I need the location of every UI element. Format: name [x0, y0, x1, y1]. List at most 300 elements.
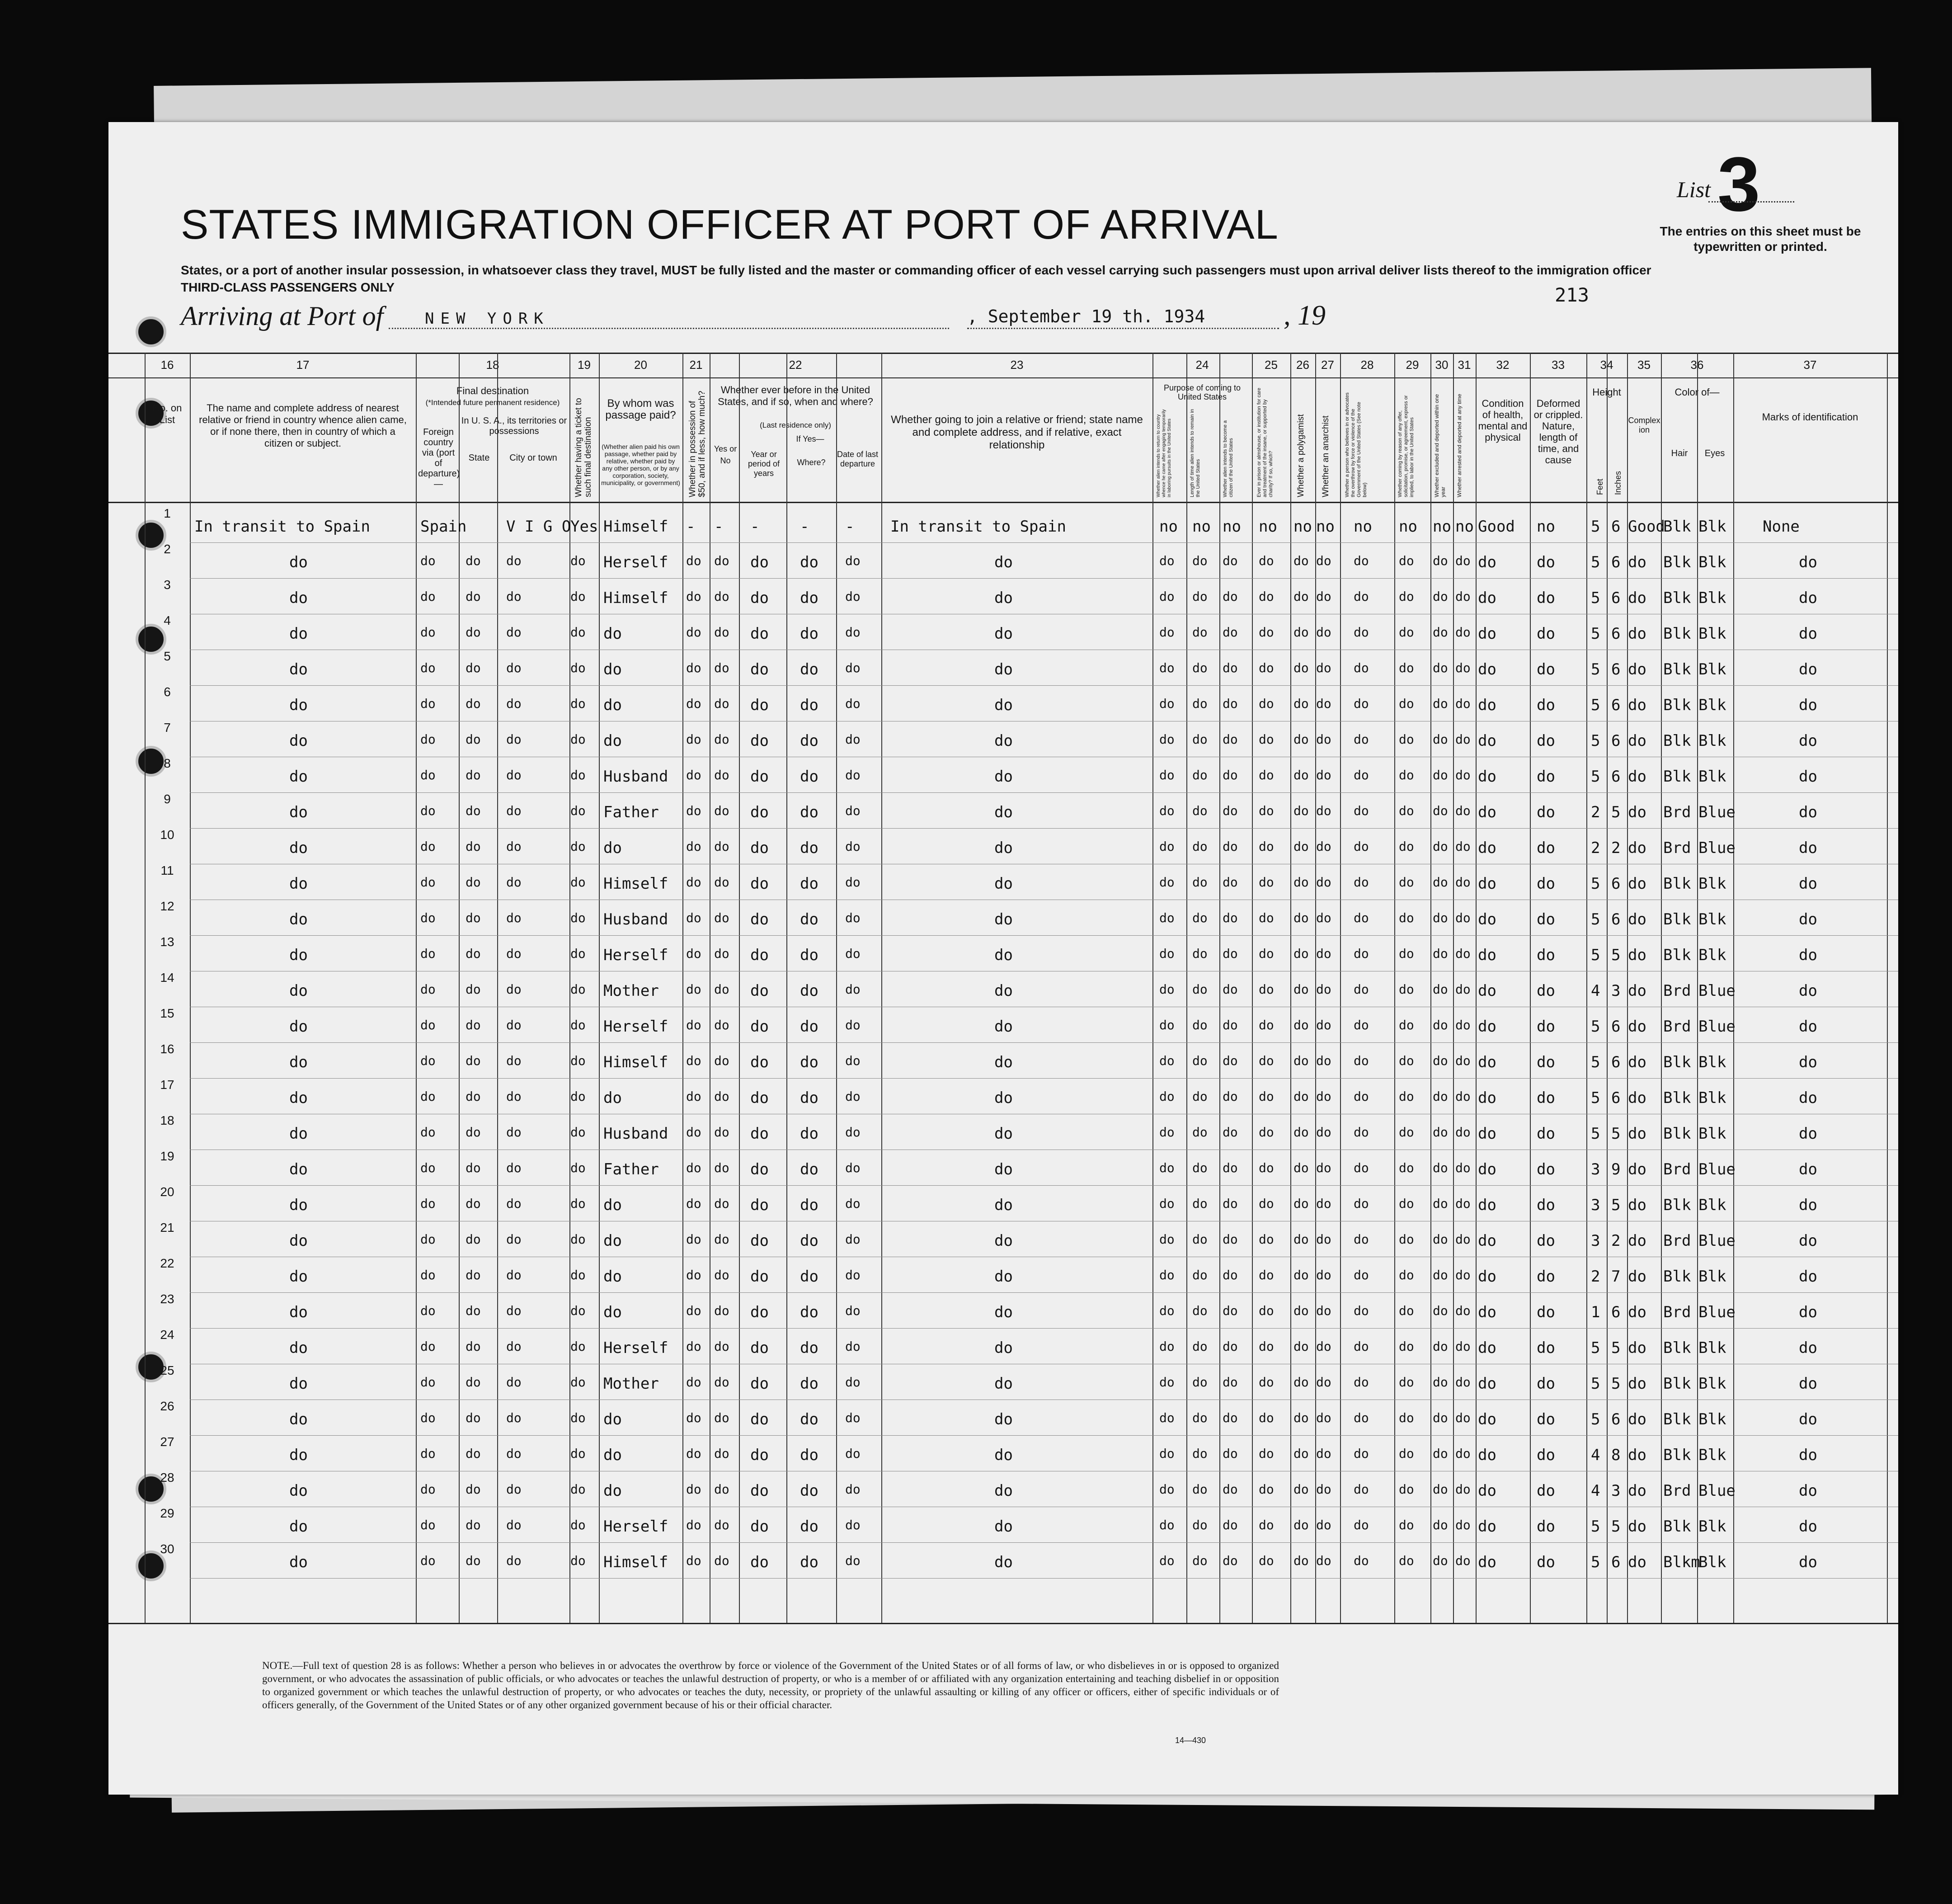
- city-cell: do: [506, 1018, 522, 1032]
- row-number: 21: [160, 1221, 174, 1235]
- deported-cell: do: [1455, 1160, 1471, 1175]
- length-stay-cell: do: [1192, 660, 1208, 675]
- passage-paid-cell: Herself: [603, 1018, 668, 1036]
- health-cell: do: [1478, 803, 1496, 821]
- column-rule: [145, 353, 146, 1623]
- departure-date-cell: do: [845, 768, 861, 782]
- length-stay-cell: no: [1192, 518, 1211, 536]
- table-rule: [108, 377, 1898, 378]
- inches-cell: 3: [1611, 1482, 1621, 1500]
- return-intent-cell: do: [1159, 1482, 1175, 1497]
- labor-offer-cell: do: [1399, 946, 1414, 961]
- years-cell: do: [750, 660, 769, 679]
- marks-cell: do: [1799, 910, 1817, 928]
- labor-offer-cell: do: [1399, 768, 1414, 782]
- labor-offer-cell: do: [1399, 1268, 1414, 1282]
- table-rule: [108, 353, 1898, 354]
- feet-cell: 5: [1591, 518, 1600, 536]
- polygamist-cell: no: [1293, 518, 1312, 536]
- ticket-cell: do: [570, 946, 586, 961]
- city-cell: do: [506, 625, 522, 640]
- column-rule: [786, 353, 787, 1623]
- ever-before-cell: do: [714, 589, 729, 604]
- city-cell: do: [506, 1446, 522, 1461]
- anarchist-cell: do: [1316, 1125, 1331, 1140]
- table-row: [190, 1185, 1898, 1186]
- departure-date-cell: do: [845, 589, 861, 604]
- ever-before-cell: do: [714, 1196, 729, 1211]
- anarchist-cell: do: [1316, 982, 1331, 997]
- prison-cell: do: [1259, 553, 1274, 568]
- length-stay-cell: do: [1192, 1160, 1208, 1175]
- length-stay-cell: do: [1192, 1375, 1208, 1390]
- state-cell: do: [466, 625, 481, 640]
- hair-cell: Brd: [1663, 803, 1691, 821]
- column-number: 29: [1406, 358, 1419, 372]
- length-stay-cell: do: [1192, 1018, 1208, 1032]
- prison-cell: do: [1259, 696, 1274, 711]
- excluded-cell: do: [1433, 625, 1448, 640]
- hair-cell: Blk: [1663, 1268, 1691, 1286]
- excluded-cell: do: [1433, 1018, 1448, 1032]
- fifty-dollars-cell: do: [686, 1196, 701, 1211]
- excluded-cell: do: [1433, 1196, 1448, 1211]
- return-intent-cell: do: [1159, 910, 1175, 925]
- inches-cell: 6: [1611, 768, 1621, 786]
- excluded-cell: do: [1433, 1339, 1448, 1354]
- joining-cell: do: [994, 982, 1013, 1000]
- deported-cell: do: [1455, 803, 1471, 818]
- where-cell: do: [800, 1196, 818, 1214]
- foreign-country-cell: do: [420, 696, 436, 711]
- deformed-cell: do: [1537, 1160, 1555, 1178]
- excluded-cell: do: [1433, 839, 1448, 854]
- health-cell: do: [1478, 768, 1496, 786]
- fifty-dollars-cell: do: [686, 910, 701, 925]
- joining-cell: do: [994, 768, 1013, 786]
- state-cell: do: [466, 1160, 481, 1175]
- prison-cell: do: [1259, 1053, 1274, 1068]
- city-cell: do: [506, 696, 522, 711]
- city-cell: do: [506, 1089, 522, 1104]
- health-cell: do: [1478, 839, 1496, 857]
- prison-cell: do: [1259, 1089, 1274, 1104]
- ticket-cell: do: [570, 1232, 586, 1247]
- foreign-country-cell: do: [420, 1553, 436, 1568]
- fifty-dollars-cell: do: [686, 1375, 701, 1390]
- excluded-cell: do: [1433, 1089, 1448, 1104]
- where-cell: do: [800, 1553, 818, 1571]
- feet-cell: 5: [1591, 1339, 1600, 1357]
- relative-cell: do: [289, 946, 308, 964]
- table-rule: [108, 502, 1898, 503]
- city-cell: do: [506, 875, 522, 890]
- marks-cell: do: [1799, 982, 1817, 1000]
- overthrow-cell: do: [1354, 1518, 1369, 1532]
- anarchist-cell: do: [1316, 946, 1331, 961]
- excluded-cell: no: [1433, 518, 1451, 536]
- header-foreign-country: Foreign country via (port of departure)—: [418, 427, 460, 489]
- labor-offer-cell: do: [1399, 1518, 1414, 1532]
- overthrow-cell: do: [1354, 1553, 1369, 1568]
- labor-offer-cell: do: [1399, 625, 1414, 640]
- row-number: 26: [160, 1399, 174, 1413]
- overthrow-cell: do: [1354, 1160, 1369, 1175]
- header-final-destination: Final destination: [456, 385, 529, 396]
- return-intent-cell: do: [1159, 589, 1175, 604]
- health-cell: Good: [1478, 518, 1515, 536]
- marks-cell: do: [1799, 1482, 1817, 1500]
- fifty-dollars-cell: do: [686, 1303, 701, 1318]
- departure-date-cell: do: [845, 1125, 861, 1140]
- feet-cell: 5: [1591, 1125, 1600, 1143]
- overthrow-cell: do: [1354, 625, 1369, 640]
- column-number: 21: [689, 358, 703, 372]
- departure-date-cell: do: [845, 1482, 861, 1497]
- marks-cell: do: [1799, 1303, 1817, 1321]
- prison-cell: do: [1259, 1303, 1274, 1318]
- years-cell: do: [750, 1268, 769, 1286]
- ever-before-cell: do: [714, 982, 729, 997]
- ticket-cell: do: [570, 1196, 586, 1211]
- polygamist-cell: do: [1293, 875, 1309, 890]
- deported-cell: do: [1455, 982, 1471, 997]
- deformed-cell: do: [1537, 946, 1555, 964]
- health-cell: do: [1478, 982, 1496, 1000]
- ticket-cell: do: [570, 1518, 586, 1532]
- where-cell: do: [800, 660, 818, 679]
- labor-offer-cell: do: [1399, 1089, 1414, 1104]
- state-cell: do: [466, 910, 481, 925]
- complexion-cell: do: [1628, 553, 1646, 571]
- return-intent-cell: do: [1159, 1089, 1175, 1104]
- excluded-cell: do: [1433, 1160, 1448, 1175]
- deported-cell: do: [1455, 1518, 1471, 1532]
- marks-cell: do: [1799, 946, 1817, 964]
- excluded-cell: do: [1433, 946, 1448, 961]
- header-return-intent: Whether alien intends to return to country whence he came after engaging temporarily in laboring pursuits in the United States: [1156, 409, 1172, 497]
- length-stay-cell: do: [1192, 1053, 1208, 1068]
- city-cell: do: [506, 1339, 522, 1354]
- hair-cell: Blk: [1663, 589, 1691, 607]
- polygamist-cell: do: [1293, 768, 1309, 782]
- list-underline: [1708, 201, 1794, 203]
- complexion-cell: do: [1628, 1553, 1646, 1571]
- health-cell: do: [1478, 1053, 1496, 1071]
- row-number: 22: [160, 1256, 174, 1270]
- deformed-cell: do: [1537, 768, 1555, 786]
- complexion-cell: do: [1628, 982, 1646, 1000]
- prison-cell: do: [1259, 1018, 1274, 1032]
- departure-date-cell: do: [845, 875, 861, 890]
- feet-cell: 5: [1591, 1089, 1600, 1107]
- fifty-dollars-cell: do: [686, 839, 701, 854]
- health-cell: do: [1478, 1518, 1496, 1536]
- foreign-country-cell: do: [420, 1339, 436, 1354]
- eyes-cell: Blk: [1698, 1089, 1726, 1107]
- ever-before-cell: do: [714, 1018, 729, 1032]
- overthrow-cell: do: [1354, 875, 1369, 890]
- eyes-cell: Blue: [1698, 982, 1736, 1000]
- length-stay-cell: do: [1192, 553, 1208, 568]
- fifty-dollars-cell: do: [686, 589, 701, 604]
- table-row: [190, 542, 1898, 543]
- row-number: 14: [160, 971, 174, 985]
- labor-offer-cell: do: [1399, 589, 1414, 604]
- city-cell: do: [506, 1303, 522, 1318]
- departure-date-cell: do: [845, 1160, 861, 1175]
- deformed-cell: do: [1537, 589, 1555, 607]
- inches-cell: 6: [1611, 1053, 1621, 1071]
- header-eyes: Eyes: [1704, 448, 1725, 458]
- hair-cell: Brd: [1663, 839, 1691, 857]
- passage-paid-cell: do: [603, 839, 622, 857]
- overthrow-cell: do: [1354, 732, 1369, 747]
- inches-cell: 6: [1611, 1303, 1621, 1321]
- health-cell: do: [1478, 1196, 1496, 1214]
- header-in-usa: In U. S. A., its territories or possessions: [461, 416, 567, 436]
- feet-cell: 5: [1591, 1410, 1600, 1428]
- fifty-dollars-cell: -: [686, 518, 696, 536]
- return-intent-cell: do: [1159, 1196, 1175, 1211]
- state-cell: do: [466, 1303, 481, 1318]
- column-rule: [459, 353, 460, 1623]
- years-cell: do: [750, 1553, 769, 1571]
- passage-paid-cell: Herself: [603, 946, 668, 964]
- return-intent-cell: do: [1159, 732, 1175, 747]
- feet-cell: 5: [1591, 910, 1600, 928]
- feet-cell: 5: [1591, 553, 1600, 571]
- header-state: State: [468, 453, 490, 463]
- years-cell: do: [750, 875, 769, 893]
- feet-cell: 5: [1591, 1053, 1600, 1071]
- departure-date-cell: do: [845, 1339, 861, 1354]
- ticket-cell: do: [570, 875, 586, 890]
- anarchist-cell: do: [1316, 1053, 1331, 1068]
- ticket-cell: do: [570, 982, 586, 997]
- overthrow-cell: do: [1354, 1268, 1369, 1282]
- column-number: 16: [160, 358, 174, 372]
- fifty-dollars-cell: do: [686, 803, 701, 818]
- joining-cell: do: [994, 1125, 1013, 1143]
- marks-cell: do: [1799, 696, 1817, 714]
- citizen-intent-cell: do: [1223, 1018, 1238, 1032]
- polygamist-cell: do: [1293, 732, 1309, 747]
- feet-cell: 5: [1591, 625, 1600, 643]
- length-stay-cell: do: [1192, 1268, 1208, 1282]
- ticket-cell: do: [570, 1446, 586, 1461]
- deported-cell: do: [1455, 1196, 1471, 1211]
- departure-date-cell: do: [845, 1303, 861, 1318]
- joining-cell: do: [994, 1410, 1013, 1428]
- excluded-cell: do: [1433, 1410, 1448, 1425]
- column-rule: [1453, 353, 1454, 1623]
- excluded-cell: do: [1433, 732, 1448, 747]
- feet-cell: 5: [1591, 732, 1600, 750]
- ever-before-cell: do: [714, 1160, 729, 1175]
- years-cell: -: [750, 518, 760, 536]
- departure-date-cell: -: [845, 518, 855, 536]
- overthrow-cell: do: [1354, 910, 1369, 925]
- return-intent-cell: do: [1159, 982, 1175, 997]
- departure-date-cell: do: [845, 1232, 861, 1247]
- relative-cell: do: [289, 625, 308, 643]
- citizen-intent-cell: do: [1223, 768, 1238, 782]
- length-stay-cell: do: [1192, 875, 1208, 890]
- excluded-cell: do: [1433, 589, 1448, 604]
- ever-before-cell: do: [714, 839, 729, 854]
- city-cell: do: [506, 1232, 522, 1247]
- excluded-cell: do: [1433, 1125, 1448, 1140]
- hair-cell: Blk: [1663, 1125, 1691, 1143]
- relative-cell: do: [289, 589, 308, 607]
- feet-cell: 1: [1591, 1303, 1600, 1321]
- eyes-cell: Blk: [1698, 553, 1726, 571]
- ticket-cell: do: [570, 553, 586, 568]
- where-cell: do: [800, 1053, 818, 1071]
- state-cell: do: [466, 803, 481, 818]
- polygamist-cell: do: [1293, 839, 1309, 854]
- row-number: 25: [160, 1363, 174, 1377]
- table-row: [190, 1435, 1898, 1436]
- passage-paid-cell: Himself: [603, 1553, 668, 1571]
- passage-paid-cell: Herself: [603, 1518, 668, 1536]
- where-cell: do: [800, 1375, 818, 1393]
- passage-paid-cell: Himself: [603, 589, 668, 607]
- fifty-dollars-cell: do: [686, 1410, 701, 1425]
- marks-cell: do: [1799, 1160, 1817, 1178]
- table-row: [190, 1292, 1898, 1293]
- polygamist-cell: do: [1293, 1446, 1309, 1461]
- marks-cell: do: [1799, 1268, 1817, 1286]
- state-cell: do: [466, 1268, 481, 1282]
- ticket-cell: do: [570, 1410, 586, 1425]
- where-cell: do: [800, 1160, 818, 1178]
- header-hair: Hair: [1671, 448, 1688, 458]
- city-cell: do: [506, 1482, 522, 1497]
- anarchist-cell: do: [1316, 660, 1331, 675]
- ticket-cell: do: [570, 910, 586, 925]
- anarchist-cell: do: [1316, 1303, 1331, 1318]
- eyes-cell: Blk: [1698, 768, 1726, 786]
- foreign-country-cell: do: [420, 553, 436, 568]
- table-row: [190, 578, 1898, 579]
- column-rule: [1887, 353, 1888, 1623]
- deported-cell: do: [1455, 946, 1471, 961]
- joining-cell: do: [994, 553, 1013, 571]
- column-number: 31: [1458, 358, 1471, 372]
- overthrow-cell: do: [1354, 1410, 1369, 1425]
- passage-paid-cell: Himself: [603, 518, 668, 536]
- column-rule: [1530, 353, 1531, 1623]
- feet-cell: 2: [1591, 1268, 1600, 1286]
- feet-cell: 2: [1591, 839, 1600, 857]
- header-passage-paid: By whom was passage paid?: [605, 397, 676, 421]
- length-stay-cell: do: [1192, 625, 1208, 640]
- hair-cell: Brd: [1663, 1160, 1691, 1178]
- prison-cell: do: [1259, 803, 1274, 818]
- eyes-cell: Blue: [1698, 839, 1736, 857]
- feet-cell: 5: [1591, 589, 1600, 607]
- deformed-cell: do: [1537, 1018, 1555, 1036]
- health-cell: do: [1478, 1303, 1496, 1321]
- return-intent-cell: do: [1159, 553, 1175, 568]
- health-cell: do: [1478, 1410, 1496, 1428]
- excluded-cell: do: [1433, 1375, 1448, 1390]
- city-cell: do: [506, 1160, 522, 1175]
- feet-cell: 3: [1591, 1232, 1600, 1250]
- citizen-intent-cell: do: [1223, 1518, 1238, 1532]
- state-cell: do: [466, 1553, 481, 1568]
- years-cell: do: [750, 589, 769, 607]
- ever-before-cell: do: [714, 1125, 729, 1140]
- header-marks: Marks of identification: [1762, 411, 1858, 423]
- joining-cell: do: [994, 1232, 1013, 1250]
- ever-before-cell: do: [714, 1053, 729, 1068]
- foreign-country-cell: do: [420, 625, 436, 640]
- return-intent-cell: do: [1159, 1518, 1175, 1532]
- inches-cell: 6: [1611, 1089, 1621, 1107]
- manifest-sheet: [108, 122, 1898, 1795]
- eyes-cell: Blk: [1698, 910, 1726, 928]
- relative-cell: do: [289, 1018, 308, 1036]
- where-cell: do: [800, 1089, 818, 1107]
- foreign-country-cell: Spain: [420, 518, 467, 536]
- years-cell: do: [750, 1232, 769, 1250]
- header-passage-paid-note: (Whether alien paid his own passage, whether paid by relative, whether paid by any other person, or by any corporation, society, municipality, or government): [601, 443, 680, 486]
- where-cell: do: [800, 982, 818, 1000]
- row-number: 16: [160, 1042, 174, 1056]
- departure-date-cell: do: [845, 1518, 861, 1532]
- health-cell: do: [1478, 875, 1496, 893]
- passage-paid-cell: Mother: [603, 982, 659, 1000]
- city-cell: do: [506, 946, 522, 961]
- column-rule: [497, 353, 498, 1623]
- fifty-dollars-cell: do: [686, 1339, 701, 1354]
- foreign-country-cell: do: [420, 803, 436, 818]
- anarchist-cell: do: [1316, 1232, 1331, 1247]
- where-cell: do: [800, 1410, 818, 1428]
- labor-offer-cell: do: [1399, 1125, 1414, 1140]
- complexion-cell: do: [1628, 589, 1646, 607]
- citizen-intent-cell: do: [1223, 1268, 1238, 1282]
- foreign-country-cell: do: [420, 1089, 436, 1104]
- years-cell: do: [750, 803, 769, 821]
- hair-cell: Blk: [1663, 946, 1691, 964]
- joining-cell: In transit to Spain: [890, 518, 1066, 536]
- deported-cell: do: [1455, 1268, 1471, 1282]
- polygamist-cell: do: [1293, 1232, 1309, 1247]
- inches-cell: 8: [1611, 1446, 1621, 1464]
- return-intent-cell: do: [1159, 1303, 1175, 1318]
- departure-date-cell: do: [845, 1053, 861, 1068]
- where-cell: do: [800, 696, 818, 714]
- excluded-cell: do: [1433, 1482, 1448, 1497]
- deformed-cell: do: [1537, 660, 1555, 679]
- inches-cell: 5: [1611, 1518, 1621, 1536]
- health-cell: do: [1478, 589, 1496, 607]
- return-intent-cell: do: [1159, 839, 1175, 854]
- years-cell: do: [750, 1518, 769, 1536]
- departure-date-cell: do: [845, 553, 861, 568]
- deported-cell: do: [1455, 1410, 1471, 1425]
- manifest-table: [108, 353, 1898, 1623]
- citizen-intent-cell: do: [1223, 1125, 1238, 1140]
- years-cell: do: [750, 1482, 769, 1500]
- column-number: 36: [1690, 358, 1704, 372]
- hair-cell: Blk: [1663, 518, 1691, 536]
- where-cell: do: [800, 1446, 818, 1464]
